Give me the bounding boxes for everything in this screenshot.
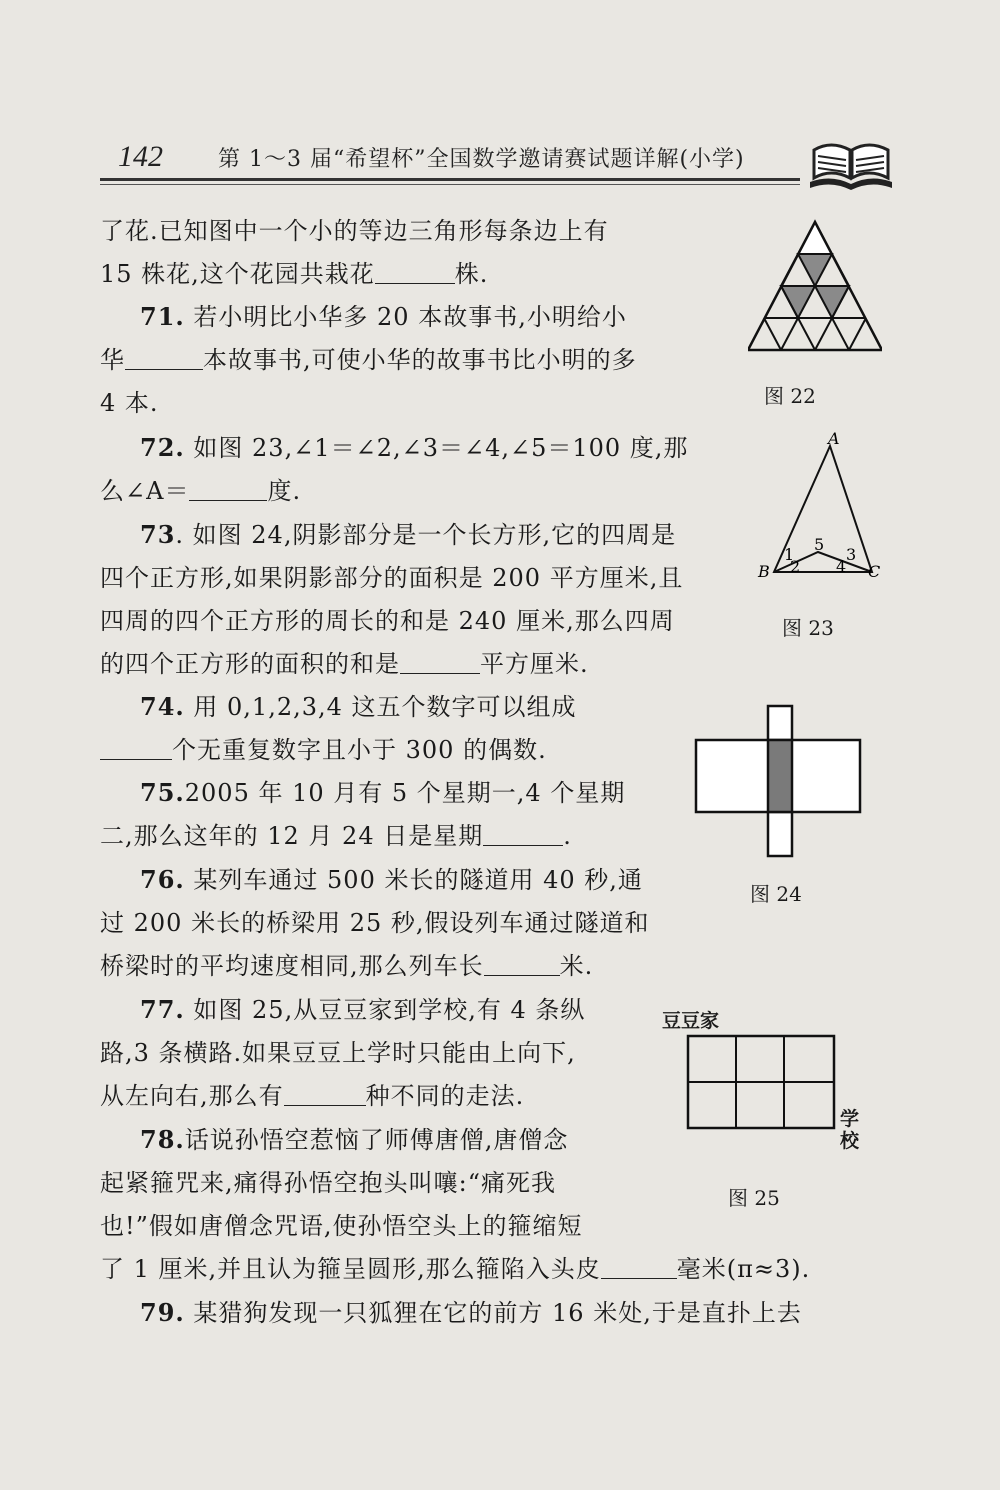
problem-77-line-1: 77. 如图 25,从豆豆家到学校,有 4 条纵 (140, 995, 586, 1024)
problem-73-line-3: 四周的四个正方形的周长的和是 240 厘米,那么四周 (100, 607, 675, 635)
answer-blank (125, 345, 203, 370)
figure-24-rectangle-squares (694, 704, 862, 858)
figure-23-caption: 图 23 (782, 616, 834, 640)
answer-blank (400, 649, 480, 674)
open-book-icon (806, 138, 896, 198)
running-header-title: 第 1～3 届“希望杯”全国数学邀请赛试题详解(小学) (218, 147, 745, 172)
problem-77-line-2: 路,3 条横路.如果豆豆上学时只能由上向下, (100, 1039, 576, 1067)
problem-74-line-1: 74. 用 0,1,2,3,4 这五个数字可以组成 (140, 692, 577, 721)
problem-79-line-1: 79. 某猎狗发现一只狐狸在它的前方 16 米处,于是直扑上去 (140, 1298, 802, 1327)
page-number: 142 (118, 140, 163, 173)
problem-71-line-1: 71. 若小明比小华多 20 本故事书,小明给小 (140, 302, 627, 331)
problem-76-line-3: 桥梁时的平均速度相同,那么列车长 米. (100, 952, 594, 980)
answer-blank (484, 951, 560, 976)
figure-22-triangle-garden (748, 218, 882, 352)
header-rule-thin (100, 184, 800, 185)
problem-73-line-4: 的四个正方形的面积的和是 平方厘米. (100, 650, 589, 678)
problem-78-line-2: 起紧箍咒来,痛得孙悟空抱头叫嚷:“痛死我 (100, 1169, 556, 1197)
label-b: B (758, 562, 770, 581)
problem-74-line-2: 个无重复数字且小于 300 的偶数. (100, 735, 547, 765)
figure-25-street-grid (686, 1034, 838, 1132)
answer-blank (189, 476, 267, 501)
problem-72-line-1: 72. 如图 23,∠1＝∠2,∠3＝∠4,∠5＝100 度,那 (140, 433, 689, 462)
problem-77-line-3: 从左向右,那么有 种不同的走法. (100, 1082, 525, 1110)
angle-label-5: 5 (814, 535, 825, 554)
answer-blank (483, 821, 563, 846)
problem-75-line-2: 二,那么这年的 12 月 24 日是星期 . (100, 822, 572, 850)
school-label: 学 校 (840, 1108, 860, 1152)
label-c: C (868, 562, 881, 581)
figure-25-caption: 图 25 (728, 1186, 780, 1210)
answer-blank (601, 1254, 677, 1279)
problem-78-line-4: 了 1 厘米,并且认为箍呈圆形,那么箍陷入头皮 毫米(π≈3). (100, 1255, 811, 1283)
problem-78-line-3: 也!”假如唐僧念咒语,使孙悟空头上的箍缩短 (100, 1212, 583, 1240)
figure-23-triangle-abc (754, 432, 884, 582)
answer-blank (375, 259, 455, 284)
problem-71-line-3: 4 本. (100, 389, 159, 417)
angle-label-3: 3 (846, 545, 857, 564)
label-a: A (828, 432, 840, 448)
problem-76-line-1: 76. 某列车通过 500 米长的隧道用 40 秒,通 (140, 865, 643, 894)
problem-73-line-2: 四个正方形,如果阴影部分的面积是 200 平方厘米,且 (100, 564, 684, 592)
answer-blank (100, 735, 172, 760)
problem-78-line-1: 78.话说孙悟空惹恼了师傅唐僧,唐僧念 (140, 1125, 569, 1154)
header-rule (100, 178, 800, 181)
figure-22-caption: 图 22 (764, 384, 816, 408)
problem-75-line-1: 75.2005 年 10 月有 5 个星期一,4 个星期 (140, 778, 626, 807)
angle-label-2: 2 (790, 557, 801, 576)
answer-blank (284, 1081, 366, 1106)
problem-76-line-2: 过 200 米长的桥梁用 25 秒,假设列车通过隧道和 (100, 909, 650, 937)
problem-73-line-1: 73. 如图 24,阴影部分是一个长方形,它的四周是 (140, 520, 677, 549)
problem-71-line-2: 华 本故事书,可使小华的故事书比小明的多 (100, 346, 637, 374)
angle-label-4: 4 (836, 557, 847, 576)
home-label: 豆豆家 (662, 1010, 720, 1032)
problem-70-line-1: 了花.已知图中一个小的等边三角形每条边上有 (100, 217, 609, 245)
figure-24-caption: 图 24 (750, 882, 802, 906)
problem-70-line-2: 15 株花,这个花园共栽花 株. (100, 260, 489, 288)
problem-72-line-2: 么∠A＝ 度. (100, 477, 302, 505)
angle-label-1: 1 (784, 545, 795, 564)
